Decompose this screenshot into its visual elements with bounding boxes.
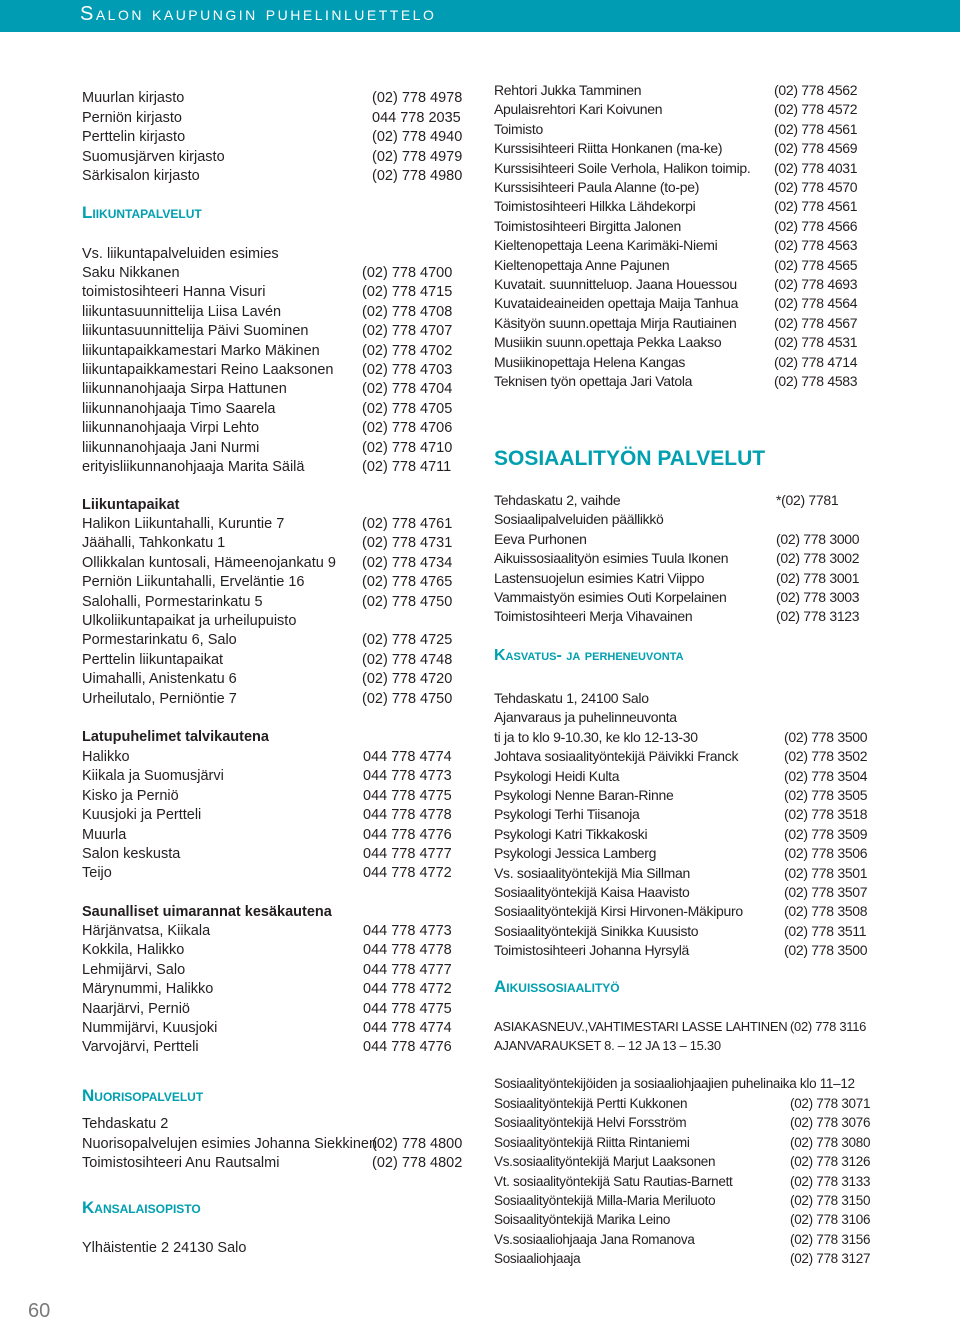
phone-number: (02) 778 4565 xyxy=(774,256,858,273)
phone-number: (02) 778 3509 xyxy=(784,825,868,842)
phone-number: (02) 778 4569 xyxy=(774,140,858,157)
entry-label: Kuvatait. suunnitteluop. Jaana Houessou xyxy=(494,276,737,292)
phone-number: (02) 778 4720 xyxy=(362,671,453,688)
phone-number: (02) 778 4711 xyxy=(362,459,452,475)
entry-label: Kisko ja Perniö xyxy=(82,787,179,804)
entry-label: Vt. sosiaalityöntekijä Satu Rautias-Barnett xyxy=(494,1173,733,1189)
entry-label: Sosiaalityöntekijä Kaisa Haavisto xyxy=(494,884,690,900)
phone-time-note: Sosiaalityöntekijöiden ja sosiaaliohjaajien puhelinaika klo 11–12 xyxy=(494,1076,855,1091)
phone-number: (02) 778 4561 xyxy=(774,120,858,137)
phone-number: (02) 778 3126 xyxy=(790,1154,871,1170)
section-heading-sports: Liikuntapalvelut xyxy=(82,203,202,222)
entry-label: Rehtori Jukka Tamminen xyxy=(494,82,642,98)
phone-number: (02) 778 4707 xyxy=(362,323,453,340)
entry-label: liikunnanohjaaja Timo Saarela xyxy=(82,400,276,417)
phone-number: (02) 778 4561 xyxy=(774,198,858,215)
subheading-venues: Liikuntapaikat xyxy=(82,497,180,513)
section-heading-adult-ed: Kansalaisopisto xyxy=(82,1198,201,1217)
phone-number: (02) 778 3150 xyxy=(790,1193,871,1208)
phone-number: (02) 778 3002 xyxy=(776,550,860,567)
phone-number: (02) 778 3501 xyxy=(784,864,868,881)
phone-number: (02) 778 4800 xyxy=(372,1135,463,1152)
entry-label: Kuusjoki ja Pertteli xyxy=(82,807,202,824)
entry-label: Ajanvaraus ja puhelinneuvonta xyxy=(494,709,677,726)
phone-number: (02) 778 4750 xyxy=(362,690,453,707)
phone-number: (02) 778 4031 xyxy=(774,159,858,176)
entry-label: Kurssisihteeri Riitta Honkanen (ma-ke) xyxy=(494,140,723,157)
phone-number: (02) 778 4562 xyxy=(774,82,858,98)
phone-number: (02) 778 4706 xyxy=(362,420,453,437)
phone-number: (02) 778 4765 xyxy=(362,574,453,591)
entry-label: Psykologi Jessica Lamberg xyxy=(494,845,657,862)
phone-number: (02) 778 4704 xyxy=(362,381,453,398)
entry-label: Käsityön suunn.opettaja Mirja Rautiainen xyxy=(494,314,737,331)
entry-label: Vammaistyön esimies Outi Korpelainen xyxy=(494,589,727,605)
entry-label: Kokkila, Halikko xyxy=(82,942,185,959)
section-heading-family: Kasvatus- ja perheneuvonta xyxy=(494,647,684,664)
sports-intro: Vs. liikuntapalveluiden esimies xyxy=(82,246,279,262)
entry-label: Sosiaalityöntekijä Pertti Kukkonen xyxy=(494,1096,688,1111)
phone-number: 044 778 4773 xyxy=(363,923,452,939)
phone-number: (02) 778 4710 xyxy=(362,439,453,456)
phone-number: (02) 778 3506 xyxy=(784,845,868,862)
entry-label: Teknisen työn opettaja Jari Vatola xyxy=(494,373,693,389)
section-heading-adult-social: Aikuissosiaalityö xyxy=(494,977,620,996)
phone-number: 044 778 4777 xyxy=(363,961,452,978)
phone-number: (02) 778 4748 xyxy=(362,651,453,668)
entry-label: Kieltenopettaja Anne Pajunen xyxy=(494,256,670,273)
phone-number: (02) 778 4563 xyxy=(774,237,858,254)
phone-number: (02) 778 3003 xyxy=(776,589,860,605)
phone-number: (02) 778 3505 xyxy=(784,787,868,803)
entry-label: Tehdaskatu 2, vaihde xyxy=(494,492,621,508)
phone-number: (02) 778 4761 xyxy=(362,516,453,532)
phone-number: (02) 778 4566 xyxy=(774,217,858,234)
phone-number: (02) 778 4572 xyxy=(774,101,858,118)
entry-label: Kurssisihteeri Soile Verhola, Halikon toimip. xyxy=(494,159,751,176)
entry-label: Vs.sosiaaliohjaaja Jana Romanova xyxy=(494,1231,695,1247)
entry-label: Toimistosihteeri Hilkka Lähdekorpi xyxy=(494,198,696,215)
phone-number: (02) 778 3000 xyxy=(776,530,860,547)
phone-number: *(02) 7781 xyxy=(776,492,839,508)
entry-label: ASIAKASNEUV.,VAHTIMESTARI LASSE LAHTINEN xyxy=(494,1019,788,1034)
phone-number: (02) 778 4714 xyxy=(774,353,858,370)
entry-label: Särkisalon kirjasto xyxy=(82,168,200,184)
entry-label: Perniön Liikuntahalli, Erveläntie 16 xyxy=(82,574,305,591)
entry-label: Urheilutalo, Perniöntie 7 xyxy=(82,690,237,707)
phone-number: (02) 778 3001 xyxy=(776,569,860,586)
phone-number: (02) 778 4734 xyxy=(362,554,453,571)
entry-label: Toimistosihteeri Merja Vihavainen xyxy=(494,608,693,625)
phone-number: 044 778 4778 xyxy=(363,942,452,959)
phone-number: (02) 778 4731 xyxy=(362,535,453,552)
entry-label: Vs.sosiaalityöntekijä Marjut Laaksonen xyxy=(494,1154,716,1170)
phone-number: (02) 778 3116 xyxy=(790,1019,867,1034)
phone-number: (02) 778 4708 xyxy=(362,303,453,320)
entry-label: Sosiaalipalveluiden päällikkö xyxy=(494,511,664,528)
phone-number: (02) 778 3502 xyxy=(784,748,868,765)
entry-label: Sosiaalityöntekijä Kirsi Hirvonen-Mäkipuro xyxy=(494,903,743,920)
phone-number: 044 778 4774 xyxy=(363,749,452,765)
phone-number: (02) 778 4750 xyxy=(362,593,453,610)
entry-label: liikuntasuunnittelija Liisa Lavén xyxy=(82,303,282,320)
phone-number: (02) 778 3133 xyxy=(790,1173,871,1189)
phone-number: (02) 778 4567 xyxy=(774,314,858,331)
entry-label: erityisliikunnanohjaaja Marita Säilä xyxy=(82,459,305,475)
section-heading-social: SOSIAALITYÖN PALVELUT xyxy=(494,447,766,470)
phone-number: 044 778 4775 xyxy=(363,787,452,804)
phone-number: (02) 778 4583 xyxy=(774,373,858,389)
entry-label: Perttelin kirjasto xyxy=(82,129,186,145)
entry-label: Muurla xyxy=(82,826,127,843)
phone-number: (02) 778 4978 xyxy=(372,90,463,106)
entry-label: Härjänvatsa, Kiikala xyxy=(82,923,211,939)
entry-label: liikuntapaikkamestari Marko Mäkinen xyxy=(82,342,320,359)
entry-label: liikunnanohjaaja Virpi Lehto xyxy=(82,420,260,437)
entry-label: Kieltenopettaja Leena Karimäki-Niemi xyxy=(494,237,718,254)
phone-number: 044 778 4772 xyxy=(363,865,452,882)
entry-label: Lastensuojelun esimies Katri Viippo xyxy=(494,569,705,586)
entry-label: Vs. sosiaalityöntekijä Mia Sillman xyxy=(494,864,690,881)
phone-number: 044 778 4777 xyxy=(363,846,452,862)
phone-number: (02) 778 3500 xyxy=(784,942,868,959)
phone-number: (02) 778 4693 xyxy=(774,276,858,292)
phone-number: (02) 778 3106 xyxy=(790,1212,871,1228)
entry-label: Kiikala ja Suomusjärvi xyxy=(82,768,224,785)
entry-label: Tehdaskatu 2 xyxy=(82,1116,169,1132)
entry-label: Varvojärvi, Pertteli xyxy=(82,1039,199,1056)
phone-number: (02) 778 3500 xyxy=(784,728,868,745)
header-banner xyxy=(0,0,960,32)
entry-label: Nuorisopalvelujen esimies Johanna Siekkinen xyxy=(82,1135,378,1152)
phone-number: (02) 778 3507 xyxy=(784,884,868,900)
phone-number: (02) 778 4940 xyxy=(372,129,463,145)
entry-label: Pormestarinkatu 6, Salo xyxy=(82,632,237,649)
entry-label: Suomusjärven kirjasto xyxy=(82,148,225,165)
phone-number: (02) 778 3508 xyxy=(784,903,868,920)
phone-number: (02) 778 4700 xyxy=(362,265,453,281)
phone-number: 044 778 4778 xyxy=(363,807,452,824)
entry-label: Apulaisrehtori Kari Koivunen xyxy=(494,101,663,118)
entry-label: Toimistosihteeri Johanna Hyrsylä xyxy=(494,942,690,959)
entry-label: Nummijärvi, Kuusjoki xyxy=(82,1020,218,1036)
subheading-ski: Latupuhelimet talvikautena xyxy=(82,729,269,745)
entry-label: Lehmijärvi, Salo xyxy=(82,961,186,978)
entry-label: Perniön kirjasto xyxy=(82,109,182,126)
phone-number: (02) 778 4980 xyxy=(372,168,463,184)
phone-number: (02) 778 4705 xyxy=(362,400,453,417)
entry-label: Ulkoliikuntapaikat ja urheilupuisto xyxy=(82,613,297,629)
phone-number: (02) 778 4802 xyxy=(372,1155,463,1171)
entry-label: liikuntasuunnittelija Päivi Suominen xyxy=(82,323,309,340)
phone-number: (02) 778 4702 xyxy=(362,342,453,359)
entry-label: Sosiaalityöntekijä Helvi Forsström xyxy=(494,1115,687,1131)
entry-label: Psykologi Katri Tikkakoski xyxy=(494,825,648,842)
phone-number: (02) 778 3518 xyxy=(784,806,868,823)
phone-number: (02) 778 4570 xyxy=(774,179,858,195)
entry-label: Toimisto xyxy=(494,120,543,137)
entry-label: Saku Nikkanen xyxy=(82,265,180,281)
page-number: 60 xyxy=(28,1300,51,1322)
phone-number: (02) 778 3504 xyxy=(784,767,868,784)
phone-number: 044 778 4775 xyxy=(363,1000,452,1017)
entry-label: Toimistosihteeri Anu Rautsalmi xyxy=(82,1155,280,1171)
phone-number: (02) 778 4703 xyxy=(362,362,453,378)
entry-label: liikunnanohjaaja Jani Nurmi xyxy=(82,439,260,456)
phone-number: 044 778 2035 xyxy=(372,109,461,126)
entry-label: Psykologi Nenne Baran-Rinne xyxy=(494,787,674,803)
entry-label: liikunnanohjaaja Sirpa Hattunen xyxy=(82,381,287,398)
entry-label: Musiikin suunn.opettaja Pekka Laakso xyxy=(494,334,722,351)
appointment-hours: AJANVARAUKSET 8. – 12 JA 13 – 15.30 xyxy=(494,1038,721,1053)
entry-label: Naarjärvi, Perniö xyxy=(82,1000,190,1017)
phone-number: 044 778 4776 xyxy=(363,1039,452,1056)
phone-number: (02) 778 4725 xyxy=(362,632,453,649)
phone-number: (02) 778 3123 xyxy=(776,608,860,625)
entry-label: Jäähalli, Tahkonkatu 1 xyxy=(82,535,226,552)
entry-label: Psykologi Heidi Kulta xyxy=(494,767,620,784)
entry-label: Sosiaaliohjaaja xyxy=(494,1251,581,1267)
phone-number: (02) 778 4979 xyxy=(372,148,463,165)
entry-label: Perttelin liikuntapaikat xyxy=(82,651,224,668)
entry-label: Muurlan kirjasto xyxy=(82,90,185,106)
entry-label: Johtava sosiaalityöntekijä Päivikki Franck xyxy=(494,748,739,765)
entry-label: Psykologi Terhi Tiisanoja xyxy=(494,806,640,823)
entry-label: Sosiaalityöntekijä Milla-Maria Meriluoto xyxy=(494,1193,716,1208)
entry-label: ti ja to klo 9-10.30, ke klo 12-13-30 xyxy=(494,728,698,745)
subheading-beach: Saunalliset uimarannat kesäkautena xyxy=(82,904,332,920)
phone-number: (02) 778 4564 xyxy=(774,295,858,312)
entry-label: Uimahalli, Anistenkatu 6 xyxy=(82,671,237,688)
entry-label: Sosiaalityöntekijä Riitta Rintaniemi xyxy=(494,1134,690,1150)
entry-label: Kuvataideaineiden opettaja Maija Tanhua xyxy=(494,295,739,312)
entry-label: liikuntapaikkamestari Reino Laaksonen xyxy=(82,362,334,378)
phone-number: (02) 778 4531 xyxy=(774,334,858,351)
page-title: Salon kaupungin puhelinluettelo xyxy=(80,3,437,25)
section-heading-youth: Nuorisopalvelut xyxy=(82,1086,204,1105)
adult-ed-address: Ylhäistentie 2 24130 Salo xyxy=(82,1240,247,1256)
phone-number: (02) 778 3076 xyxy=(790,1115,871,1131)
phone-number: (02) 778 3071 xyxy=(790,1096,871,1111)
entry-label: Teijo xyxy=(82,865,112,882)
entry-label: Eeva Purhonen xyxy=(494,530,587,547)
phone-number: 044 778 4772 xyxy=(363,981,452,998)
entry-label: Tehdaskatu 1, 24100 Salo xyxy=(494,690,649,706)
entry-label: Musiikinopettaja Helena Kangas xyxy=(494,353,686,370)
phone-number: (02) 778 3511 xyxy=(784,922,867,939)
entry-label: Salohalli, Pormestarinkatu 5 xyxy=(82,593,263,610)
entry-label: Halikko xyxy=(82,749,130,765)
phone-number: 044 778 4773 xyxy=(363,768,452,785)
entry-label: Toimistosihteeri Birgitta Jalonen xyxy=(494,217,681,234)
phone-number: (02) 778 3127 xyxy=(790,1251,871,1267)
entry-label: Salon keskusta xyxy=(82,846,181,862)
phone-number: (02) 778 4715 xyxy=(362,284,453,301)
phone-number: 044 778 4774 xyxy=(363,1020,452,1036)
entry-label: toimistosihteeri Hanna Visuri xyxy=(82,284,266,301)
phone-number: (02) 778 3080 xyxy=(790,1134,871,1150)
entry-label: Kurssisihteeri Paula Alanne (to-pe) xyxy=(494,179,700,195)
phone-number: (02) 778 3156 xyxy=(790,1231,871,1247)
entry-label: Soisaalityöntekijä Marika Leino xyxy=(494,1212,671,1228)
entry-label: Märynummi, Halikko xyxy=(82,981,214,998)
entry-label: Sosiaalityöntekijä Sinikka Kuusisto xyxy=(494,922,699,939)
entry-label: Ollikkalan kuntosali, Hämeenojankatu 9 xyxy=(82,554,336,571)
phone-number: 044 778 4776 xyxy=(363,826,452,843)
entry-label: Aikuissosiaalityön esimies Tuula Ikonen xyxy=(494,550,729,567)
entry-label: Halikon Liikuntahalli, Kuruntie 7 xyxy=(82,516,285,532)
